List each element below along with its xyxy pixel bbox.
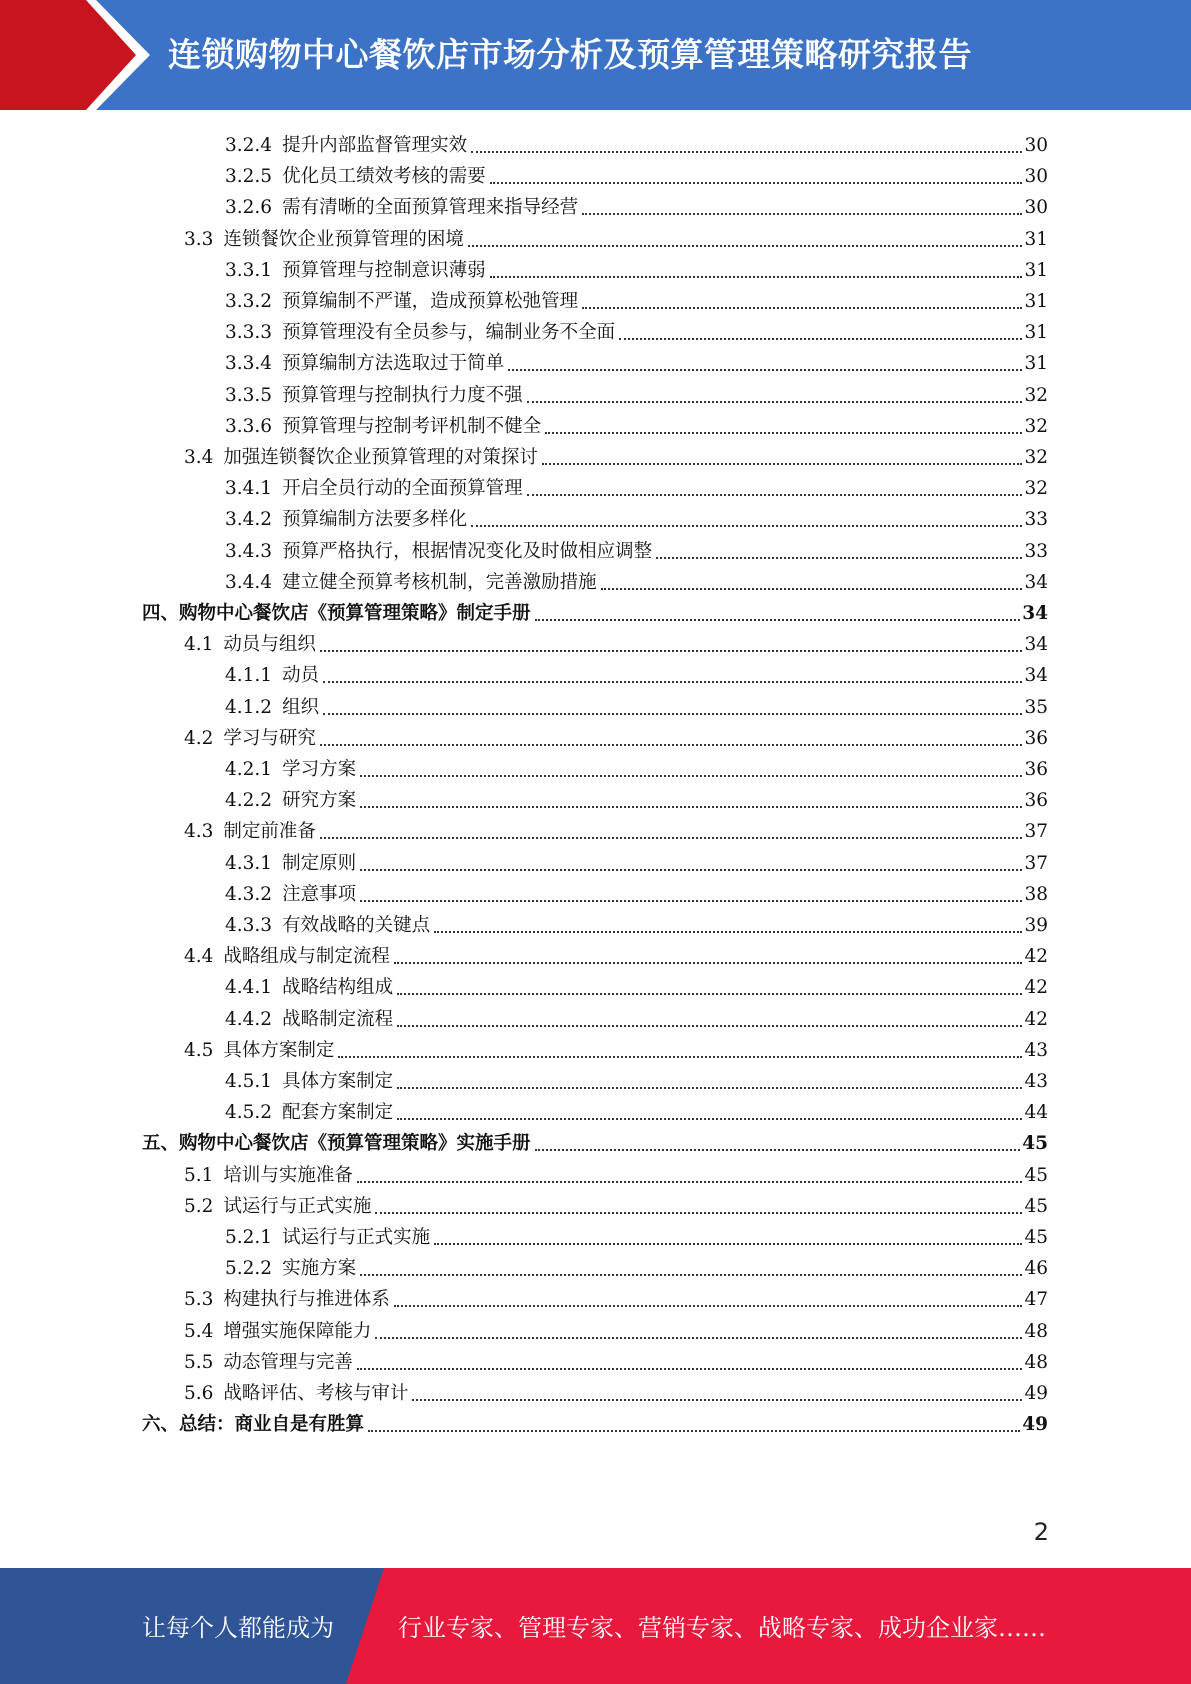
toc-dot-leader bbox=[582, 307, 1022, 309]
toc-entry-number: 3.4.4 bbox=[225, 571, 273, 593]
toc-entry-title: 预算编制方法要多样化 bbox=[282, 509, 468, 531]
toc-entry-page: 45 bbox=[1024, 1195, 1048, 1217]
toc-entry-page: 45 bbox=[1022, 1133, 1048, 1155]
toc-entry[interactable] bbox=[184, 1314, 1048, 1345]
toc-entry-number: 3.3.3 bbox=[225, 322, 273, 344]
toc-dot-leader bbox=[582, 213, 1022, 215]
toc-dot-leader bbox=[397, 993, 1022, 995]
toc-dot-leader bbox=[527, 494, 1023, 496]
toc-entry-number: 4.3.2 bbox=[225, 883, 273, 905]
toc-entry-number: 4.2.1 bbox=[225, 759, 273, 780]
toc-entry[interactable] bbox=[184, 222, 1048, 253]
toc-entry[interactable] bbox=[225, 908, 1048, 939]
toc-dot-leader bbox=[471, 525, 1022, 527]
toc-entry-number: 3.3.6 bbox=[225, 415, 273, 437]
toc-entry[interactable] bbox=[184, 1282, 1048, 1313]
toc-entry-number: 3.3.2 bbox=[225, 291, 273, 312]
toc-entry-title: 战略组成与制定流程 bbox=[223, 946, 390, 968]
toc-entry-number: 5.6 bbox=[184, 1383, 214, 1404]
toc-entry-title: 试运行与正式实施 bbox=[223, 1195, 372, 1217]
toc-entry-title: 战略评估、考核与审计 bbox=[223, 1383, 409, 1404]
toc-dot-leader bbox=[490, 276, 1023, 278]
toc-entry[interactable] bbox=[142, 1126, 1048, 1157]
toc-entry-page: 47 bbox=[1024, 1289, 1048, 1311]
toc-entry-number: 5.4 bbox=[184, 1320, 214, 1342]
toc-entry[interactable] bbox=[184, 721, 1048, 752]
toc-entry-number: 4.5 bbox=[184, 1039, 214, 1061]
document-title: 连锁购物中心餐饮店市场分析及预算管理策略研究报告 bbox=[168, 35, 972, 74]
toc-entry-title: 预算管理与控制意识薄弱 bbox=[282, 259, 486, 281]
toc-entry-number: 4.1.2 bbox=[225, 696, 273, 718]
toc-entry-number: 5.2.2 bbox=[225, 1258, 273, 1280]
toc-entry-number: 5.2.1 bbox=[225, 1227, 273, 1248]
toc-entry-title: 四、购物中心餐饮店《预算管理策略》制定手册 bbox=[142, 603, 531, 624]
toc-entry-page: 42 bbox=[1024, 977, 1048, 999]
toc-dot-leader bbox=[397, 1025, 1022, 1027]
toc-entry-title: 制定原则 bbox=[282, 852, 357, 874]
toc-entry-title: 学习方案 bbox=[282, 759, 357, 780]
toc-entry-title: 战略结构组成 bbox=[282, 977, 394, 999]
toc-entry-title: 动态管理与完善 bbox=[223, 1351, 353, 1373]
toc-entry-page: 45 bbox=[1024, 1164, 1048, 1186]
toc-entry-number: 3.3 bbox=[184, 228, 214, 250]
toc-dot-leader bbox=[360, 775, 1022, 777]
toc-entry-title: 试运行与正式实施 bbox=[282, 1227, 431, 1248]
toc-entry-page: 49 bbox=[1024, 1383, 1048, 1404]
toc-entry-number: 4.1.1 bbox=[225, 665, 273, 687]
toc-entry-page: 32 bbox=[1024, 384, 1048, 406]
toc-dot-leader bbox=[360, 806, 1022, 808]
toc-entry-title: 动员与组织 bbox=[223, 634, 316, 656]
toc-entry-page: 31 bbox=[1024, 228, 1048, 250]
toc-dot-leader bbox=[323, 713, 1022, 715]
toc-entry-page: 31 bbox=[1024, 259, 1048, 281]
toc-entry-number: 5.1 bbox=[184, 1164, 214, 1186]
toc-entry[interactable] bbox=[142, 1407, 1048, 1438]
toc-entry-page: 45 bbox=[1024, 1227, 1048, 1248]
toc-entry-page: 36 bbox=[1024, 759, 1048, 780]
toc-dot-leader bbox=[535, 1149, 1021, 1151]
toc-entry-page: 44 bbox=[1024, 1102, 1048, 1124]
toc-entry[interactable] bbox=[225, 190, 1048, 221]
toc-entry[interactable] bbox=[225, 502, 1048, 533]
toc-entry[interactable] bbox=[184, 1345, 1048, 1376]
toc-entry[interactable] bbox=[225, 783, 1048, 814]
page-number: 2 bbox=[1033, 1518, 1049, 1546]
toc-entry-page: 43 bbox=[1024, 1071, 1048, 1092]
footer-roles: 行业专家、管理专家、营销专家、战略专家、成功企业家…… bbox=[398, 1614, 1046, 1642]
toc-entry-number: 3.3.1 bbox=[225, 259, 273, 281]
toc-entry-page: 30 bbox=[1024, 197, 1048, 219]
toc-entry-title: 预算编制不严谨，造成预算松弛管理 bbox=[282, 291, 579, 312]
toc-entry[interactable] bbox=[225, 346, 1048, 377]
toc-entry-page: 39 bbox=[1024, 915, 1048, 936]
toc-entry-number: 3.4.3 bbox=[225, 540, 273, 562]
toc-dot-leader bbox=[535, 619, 1021, 621]
toc-dot-leader bbox=[360, 900, 1022, 902]
toc-entry-title: 五、购物中心餐饮店《预算管理策略》实施手册 bbox=[142, 1133, 531, 1155]
toc-entry-number: 5.3 bbox=[184, 1289, 214, 1311]
toc-dot-leader bbox=[394, 1305, 1023, 1307]
toc-entry-page: 37 bbox=[1024, 821, 1048, 843]
toc-entry-number: 3.3.5 bbox=[225, 384, 273, 406]
toc-entry-page: 48 bbox=[1024, 1351, 1048, 1373]
toc-entry-number: 4.3.3 bbox=[225, 915, 273, 936]
toc-entry-page: 32 bbox=[1024, 447, 1048, 468]
toc-entry[interactable] bbox=[225, 284, 1048, 315]
toc-entry-title: 制定前准备 bbox=[223, 821, 316, 843]
toc-entry-page: 43 bbox=[1024, 1039, 1048, 1061]
toc-entry-title: 构建执行与推进体系 bbox=[223, 1289, 390, 1311]
toc-entry-title: 优化员工绩效考核的需要 bbox=[282, 166, 486, 188]
toc-entry[interactable] bbox=[225, 846, 1048, 877]
toc-entry-number: 3.2.6 bbox=[225, 197, 273, 219]
toc-dot-leader bbox=[412, 1399, 1022, 1401]
toc-entry-title: 配套方案制定 bbox=[282, 1102, 394, 1124]
toc-entry[interactable] bbox=[225, 1002, 1048, 1033]
toc-entry[interactable] bbox=[184, 440, 1048, 471]
toc-entry[interactable] bbox=[225, 315, 1048, 346]
toc-entry-title: 预算管理没有全员参与，编制业务不全面 bbox=[282, 322, 616, 344]
toc-entry-title: 研究方案 bbox=[282, 790, 357, 812]
toc-entry-number: 3.2.4 bbox=[225, 135, 273, 156]
toc-entry[interactable] bbox=[225, 565, 1048, 596]
toc-entry-title: 实施方案 bbox=[282, 1258, 357, 1280]
toc-entry[interactable] bbox=[184, 1189, 1048, 1220]
toc-entry-number: 5.5 bbox=[184, 1351, 214, 1373]
toc-dot-leader bbox=[397, 1087, 1022, 1089]
toc-entry[interactable] bbox=[225, 534, 1048, 565]
toc-entry-title: 需有清晰的全面预算管理来指导经营 bbox=[282, 197, 579, 219]
toc-entry-number: 4.2 bbox=[184, 727, 214, 749]
toc-entry-title: 培训与实施准备 bbox=[223, 1164, 353, 1186]
toc-dot-leader bbox=[471, 151, 1022, 153]
toc-entry-page: 33 bbox=[1024, 540, 1048, 562]
toc-dot-leader bbox=[656, 557, 1022, 559]
toc-entry-title: 具体方案制定 bbox=[223, 1039, 335, 1061]
toc-entry-page: 36 bbox=[1024, 790, 1048, 812]
toc-entry-number: 4.4 bbox=[184, 946, 214, 968]
toc-entry[interactable] bbox=[225, 1251, 1048, 1282]
toc-entry-title: 建立健全预算考核机制，完善激励措施 bbox=[282, 571, 597, 593]
toc-dot-leader bbox=[527, 401, 1023, 403]
toc-dot-leader bbox=[434, 1243, 1022, 1245]
toc-entry-number: 5.2 bbox=[184, 1195, 214, 1217]
toc-entry-title: 注意事项 bbox=[282, 883, 357, 905]
toc-entry-title: 连锁餐饮企业预算管理的困境 bbox=[223, 228, 464, 250]
toc-entry-title: 具体方案制定 bbox=[282, 1071, 394, 1092]
toc-dot-leader bbox=[545, 432, 1022, 434]
toc-entry-page: 34 bbox=[1024, 665, 1048, 687]
toc-dot-leader bbox=[397, 1118, 1022, 1120]
toc-dot-leader bbox=[357, 1368, 1023, 1370]
toc-entry-title: 动员 bbox=[282, 665, 320, 687]
toc-entry-page: 49 bbox=[1022, 1414, 1048, 1436]
toc-entry-page: 42 bbox=[1024, 946, 1048, 968]
toc-entry-page: 32 bbox=[1024, 415, 1048, 437]
toc-dot-leader bbox=[320, 744, 1023, 746]
toc-entry[interactable] bbox=[225, 1095, 1048, 1126]
toc-entry[interactable] bbox=[225, 128, 1048, 159]
toc-entry-page: 31 bbox=[1024, 291, 1048, 312]
toc-dot-leader bbox=[601, 588, 1023, 590]
toc-dot-leader bbox=[320, 837, 1023, 839]
toc-entry[interactable] bbox=[225, 877, 1048, 908]
toc-entry-title: 加强连锁餐饮企业预算管理的对策探讨 bbox=[223, 447, 538, 468]
toc-entry[interactable] bbox=[225, 970, 1048, 1001]
toc-entry-title: 开启全员行动的全面预算管理 bbox=[282, 478, 523, 500]
toc-entry[interactable] bbox=[184, 814, 1048, 845]
toc-entry-number: 4.3 bbox=[184, 821, 214, 843]
toc-entry-page: 30 bbox=[1024, 166, 1048, 188]
footer-slogan: 让每个人都能成为 bbox=[142, 1614, 334, 1642]
toc-dot-leader bbox=[320, 650, 1023, 652]
toc-entry[interactable] bbox=[184, 1158, 1048, 1189]
toc-entry[interactable] bbox=[225, 378, 1048, 409]
toc-entry-title: 预算管理与控制执行力度不强 bbox=[282, 384, 523, 406]
toc-entry[interactable] bbox=[225, 253, 1048, 284]
toc-entry-title: 预算编制方法选取过于简单 bbox=[282, 353, 505, 375]
toc-entry-number: 4.2.2 bbox=[225, 790, 273, 812]
toc-entry-page: 36 bbox=[1024, 727, 1048, 749]
toc-entry-number: 3.4.1 bbox=[225, 478, 273, 500]
toc-entry-number: 4.5.2 bbox=[225, 1102, 273, 1124]
toc-entry[interactable] bbox=[225, 1220, 1048, 1251]
toc-entry-title: 六、总结：商业自是有胜算 bbox=[142, 1414, 365, 1436]
toc-entry-page: 30 bbox=[1024, 135, 1048, 156]
toc-entry-number: 4.4.2 bbox=[225, 1008, 273, 1030]
toc-dot-leader bbox=[542, 463, 1023, 465]
toc-dot-leader bbox=[394, 962, 1023, 964]
toc-entry[interactable] bbox=[225, 752, 1048, 783]
toc-dot-leader bbox=[360, 869, 1022, 871]
toc-entry-page: 42 bbox=[1024, 1008, 1048, 1030]
toc-dot-leader bbox=[357, 1181, 1023, 1183]
footer-banner bbox=[0, 1568, 1191, 1684]
toc-entry[interactable] bbox=[142, 596, 1048, 627]
toc-dot-leader bbox=[490, 182, 1023, 184]
toc-entry-title: 组织 bbox=[282, 696, 320, 718]
toc-entry-page: 37 bbox=[1024, 852, 1048, 874]
toc-entry-title: 提升内部监督管理实效 bbox=[282, 135, 468, 156]
toc-entry-page: 32 bbox=[1024, 478, 1048, 500]
toc-dot-leader bbox=[368, 1430, 1020, 1432]
toc-entry-page: 46 bbox=[1024, 1258, 1048, 1280]
toc-entry[interactable] bbox=[225, 690, 1048, 721]
toc-entry-number: 4.4.1 bbox=[225, 977, 273, 999]
toc-entry-number: 3.3.4 bbox=[225, 353, 273, 375]
toc-entry-title: 增强实施保障能力 bbox=[223, 1320, 372, 1342]
toc-dot-leader bbox=[338, 1056, 1022, 1058]
toc-dot-leader bbox=[468, 245, 1023, 247]
toc-entry-number: 3.4 bbox=[184, 447, 214, 468]
toc-entry[interactable] bbox=[184, 939, 1048, 970]
toc-entry-number: 4.1 bbox=[184, 634, 214, 656]
toc-dot-leader bbox=[619, 338, 1022, 340]
toc-dot-leader bbox=[434, 931, 1022, 933]
toc-entry[interactable] bbox=[225, 159, 1048, 190]
toc-entry-page: 34 bbox=[1022, 603, 1048, 624]
toc-entry[interactable] bbox=[225, 409, 1048, 440]
toc-entry[interactable] bbox=[184, 627, 1048, 658]
toc-entry-number: 3.4.2 bbox=[225, 509, 273, 531]
toc-entry-page: 31 bbox=[1024, 353, 1048, 375]
toc-dot-leader bbox=[375, 1212, 1022, 1214]
toc-entry-title: 战略制定流程 bbox=[282, 1008, 394, 1030]
toc-entry-title: 学习与研究 bbox=[223, 727, 316, 749]
toc-entry-page: 34 bbox=[1024, 571, 1048, 593]
toc-entry[interactable] bbox=[225, 1064, 1048, 1095]
toc-entry[interactable] bbox=[225, 471, 1048, 502]
toc-dot-leader bbox=[508, 369, 1022, 371]
toc-entry-page: 48 bbox=[1024, 1320, 1048, 1342]
toc-entry-page: 38 bbox=[1024, 883, 1048, 905]
toc-dot-leader bbox=[375, 1337, 1022, 1339]
toc-entry-title: 预算严格执行，根据情况变化及时做相应调整 bbox=[282, 540, 653, 562]
toc-entry-page: 33 bbox=[1024, 509, 1048, 531]
toc-entry-number: 4.3.1 bbox=[225, 852, 273, 874]
toc-entry-page: 34 bbox=[1024, 634, 1048, 656]
header-banner bbox=[0, 0, 1191, 110]
toc-dot-leader bbox=[360, 1274, 1022, 1276]
toc-entry-page: 31 bbox=[1024, 322, 1048, 344]
toc-entry-number: 3.2.5 bbox=[225, 166, 273, 188]
toc-dot-leader bbox=[323, 681, 1022, 683]
toc-entry-title: 有效战略的关键点 bbox=[282, 915, 431, 936]
toc-entry-page: 35 bbox=[1024, 696, 1048, 718]
toc-entry-title: 预算管理与控制考评机制不健全 bbox=[282, 415, 542, 437]
toc-entry[interactable] bbox=[184, 1376, 1048, 1407]
toc-entry[interactable] bbox=[184, 1033, 1048, 1064]
toc-entry-number: 4.5.1 bbox=[225, 1071, 273, 1092]
toc-entry[interactable] bbox=[225, 658, 1048, 689]
